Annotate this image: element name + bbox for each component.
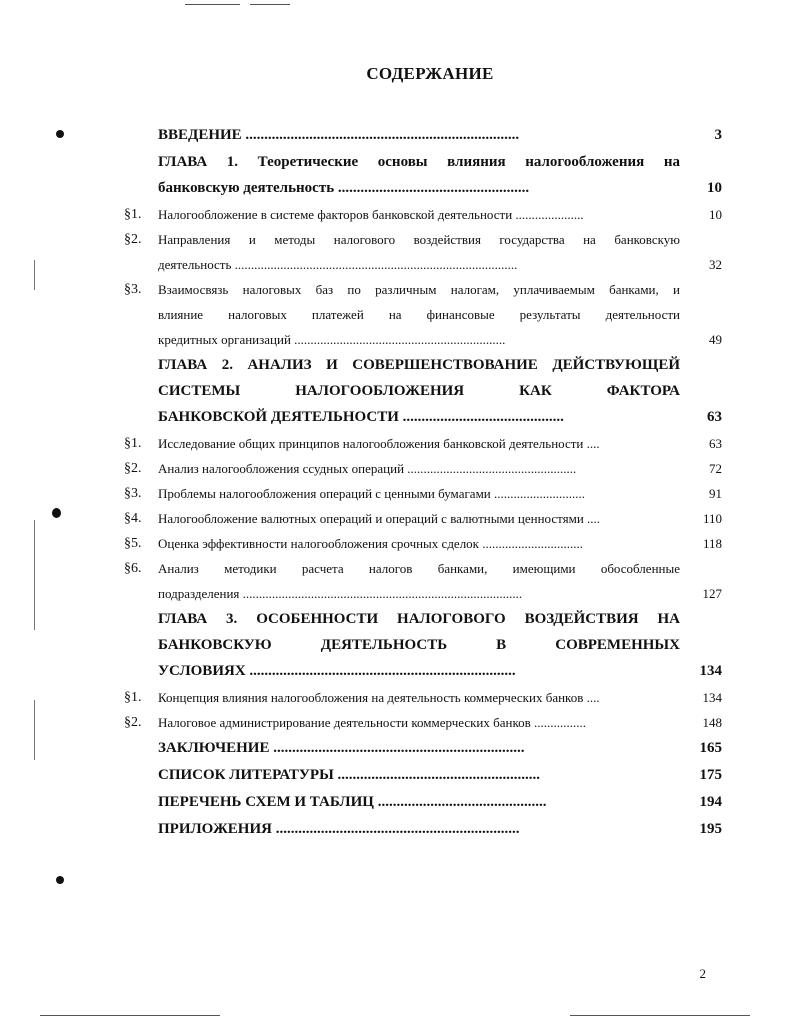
toc-section-number [124, 122, 158, 148]
toc-entry [124, 816, 722, 842]
toc-entry [124, 556, 722, 606]
toc-entry-line: Оценка эффективности налогообложения срочных сделок ............................... [158, 536, 584, 551]
toc-entry-title [158, 431, 680, 456]
toc-section-number: §1. [124, 690, 142, 705]
scan-artifact-bottom-line [40, 1015, 220, 1016]
scan-artifact-edge-line [34, 700, 35, 760]
toc-entry-title [158, 762, 680, 788]
toc-entry [124, 506, 722, 531]
toc-section-number: §2. [124, 232, 142, 247]
toc-section-number: §3. [124, 486, 142, 501]
toc-page-number: 91 [709, 486, 722, 501]
toc-entry [124, 735, 722, 761]
toc-page-number: 194 [699, 794, 722, 810]
toc-page-number: 32 [709, 257, 722, 272]
toc-page-number: 165 [699, 740, 722, 756]
toc-entry [124, 149, 722, 201]
toc-entry-line: СПИСОК ЛИТЕРАТУРЫ ...................................................... [158, 767, 541, 783]
toc-entry [124, 481, 722, 506]
scan-artifact-top-line [185, 4, 240, 5]
toc-entry-line: ПРИЛОЖЕНИЯ ................................................................. [158, 821, 520, 837]
toc-entry-line: Налоговое администрирование деятельности коммерческих банков ................ [158, 715, 587, 730]
toc-entry-line: УСЛОВИЯХ ....................................................................... [158, 663, 516, 679]
toc-entry-line: деятельность ....................................................................................... [158, 257, 518, 272]
table-of-contents [124, 122, 722, 843]
toc-entry-title [158, 227, 680, 277]
toc-entry-line: БАНКОВСКУЮ ДЕЯТЕЛЬНОСТЬ В СОВРЕМЕННЫХ [158, 637, 680, 653]
toc-page-number: 148 [702, 715, 722, 730]
toc-page-number: 134 [699, 663, 722, 679]
toc-entry-title [158, 789, 680, 815]
toc-section-number [124, 352, 158, 430]
toc-section-number: §5. [124, 536, 142, 551]
toc-entry-line: ЗАКЛЮЧЕНИЕ ................................................................... [158, 740, 525, 756]
toc-entry [124, 352, 722, 430]
toc-page-number: 10 [707, 180, 722, 196]
toc-entry-line: Налогообложение валютных операций и операций с валютными ценностями .... [158, 511, 601, 526]
scan-artifact-blot [56, 130, 64, 138]
toc-entry-line: Направления и методы налогового воздействия государства на банковскую [158, 232, 680, 247]
toc-entry [124, 202, 722, 227]
toc-entry [124, 710, 722, 735]
toc-page-number: 63 [709, 436, 722, 451]
toc-entry-title [158, 149, 680, 201]
toc-page-number: 134 [702, 690, 722, 705]
toc-entry-line: ПЕРЕЧЕНЬ СХЕМ И ТАБЛИЦ ............................................. [158, 794, 547, 810]
toc-entry-line: Налогообложение в системе факторов банковской деятельности ..................... [158, 207, 584, 222]
toc-section-number: §6. [124, 561, 142, 576]
scan-artifact-edge-line [34, 520, 35, 630]
toc-entry [124, 789, 722, 815]
toc-page-number: 118 [702, 536, 722, 551]
toc-entry [124, 227, 722, 277]
toc-section-number: §3. [124, 282, 142, 297]
scan-artifact-top-line [250, 4, 290, 5]
toc-entry-line: влияние налоговых платежей на финансовые результаты деятельности [158, 307, 680, 322]
toc-section-number: §2. [124, 715, 142, 730]
toc-entry-title [158, 202, 680, 227]
toc-entry-line: подразделения ...................................................................................... [158, 586, 523, 601]
toc-section-number: §4. [124, 511, 142, 526]
toc-entry-line: Концепция влияния налогообложения на деятельность коммерческих банков .... [158, 690, 600, 705]
toc-entry-line: Исследование общих принципов налогообложения банковской деятельности .... [158, 436, 600, 451]
toc-entry [124, 122, 722, 148]
scan-artifact-edge-line [34, 260, 35, 290]
toc-section-number [124, 606, 158, 684]
toc-section-number [124, 735, 158, 761]
toc-entry-line: кредитных организаций ................................................................. [158, 332, 506, 347]
toc-entry-title [158, 531, 680, 556]
toc-entry-line: ГЛАВА 3. ОСОБЕННОСТИ НАЛОГОВОГО ВОЗДЕЙСТВИЯ НА [158, 611, 680, 627]
page-number: 2 [699, 966, 706, 981]
scan-artifact-blot [56, 876, 64, 884]
toc-entry [124, 531, 722, 556]
toc-entry [124, 431, 722, 456]
toc-entry-title [158, 506, 680, 531]
toc-entry-line: Проблемы налогообложения операций с ценными бумагами ............................ [158, 486, 586, 501]
page-title: СОДЕРЖАНИЕ [366, 64, 494, 83]
toc-entry-line: СИСТЕМЫ НАЛОГООБЛОЖЕНИЯ КАК ФАКТОРА [158, 383, 680, 399]
toc-entry-title [158, 816, 680, 842]
toc-entry-title [158, 456, 680, 481]
toc-section-number: §1. [124, 436, 142, 451]
toc-section-number [124, 816, 158, 842]
toc-page-number: 110 [702, 511, 722, 526]
toc-entry-line: Взаимосвязь налоговых баз по различным налогам, уплачиваемым банками, и [158, 282, 680, 297]
toc-entry-line: банковскую деятельность ................................................... [158, 180, 530, 196]
toc-entry-line: Анализ налогообложения ссудных операций .................................................... [158, 461, 577, 476]
toc-entry-title [158, 556, 680, 606]
toc-entry-line: Анализ методики расчета налогов банками, имеющими обособленные [158, 561, 680, 576]
toc-entry [124, 277, 722, 352]
toc-page-number: 175 [699, 767, 722, 783]
toc-entry-line: ГЛАВА 1. Теоретические основы влияния налогообложения на [158, 154, 680, 170]
toc-entry-title [158, 606, 680, 684]
toc-section-number [124, 762, 158, 788]
toc-entry-line: ГЛАВА 2. АНАЛИЗ И СОВЕРШЕНСТВОВАНИЕ ДЕЙСТВУЮЩЕЙ [158, 357, 680, 373]
toc-page-number: 127 [702, 586, 722, 601]
toc-entry-title [158, 735, 680, 761]
toc-entry-title [158, 352, 680, 430]
toc-entry-line: БАНКОВСКОЙ ДЕЯТЕЛЬНОСТИ ........................................... [158, 409, 564, 425]
toc-page-number: 195 [699, 821, 722, 837]
toc-entry-title [158, 710, 680, 735]
toc-entry-title [158, 277, 680, 352]
toc-entry-title [158, 685, 680, 710]
toc-section-number [124, 789, 158, 815]
toc-entry [124, 685, 722, 710]
toc-page-number: 72 [709, 461, 722, 476]
toc-page-number: 3 [714, 127, 722, 143]
scan-artifact-blot [52, 508, 61, 518]
toc-section-number: §2. [124, 461, 142, 476]
toc-entry [124, 456, 722, 481]
toc-page-number: 63 [707, 409, 722, 425]
toc-section-number [124, 149, 158, 201]
toc-page-number: 49 [709, 332, 722, 347]
toc-section-number: §1. [124, 207, 142, 222]
toc-entry-title [158, 481, 680, 506]
toc-entry [124, 762, 722, 788]
toc-entry [124, 606, 722, 684]
toc-entry-line: ВВЕДЕНИЕ ......................................................................... [158, 127, 520, 143]
toc-entry-title [158, 122, 680, 148]
scan-artifact-bottom-line [570, 1015, 750, 1016]
toc-page-number: 10 [709, 207, 722, 222]
